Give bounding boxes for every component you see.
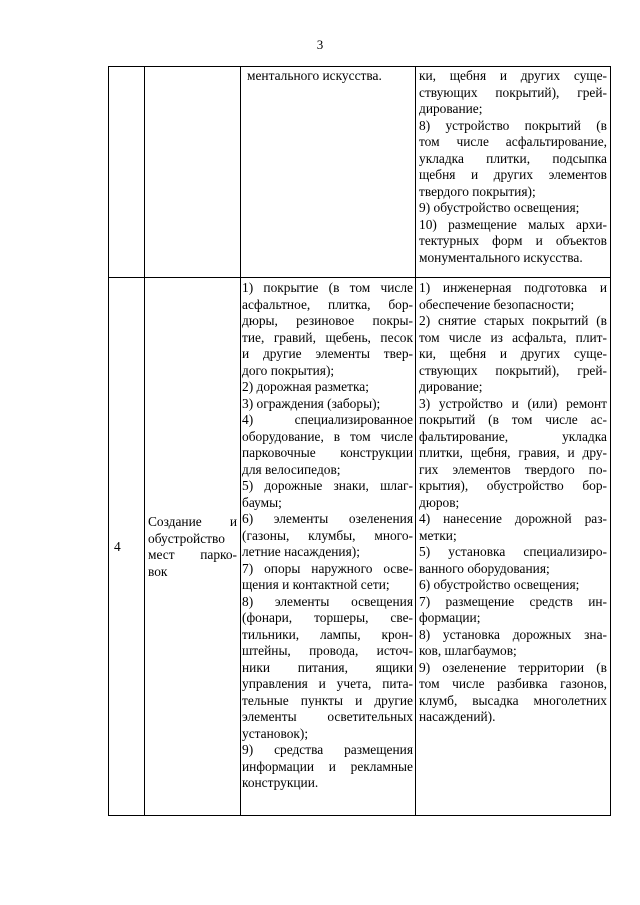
text-line: плитки, щебня, гравия, и дру- (419, 445, 607, 460)
text-line: Создание и (148, 514, 237, 529)
text-line: тектурных форм и объектов (419, 233, 607, 248)
continued-works-cell (419, 68, 607, 266)
works-table (108, 66, 611, 816)
text-line: 4) нанесение дорожной раз- (419, 511, 607, 526)
text-line: конструкции. (242, 775, 319, 790)
column-divider (415, 66, 416, 816)
text-line: ствующих покрытий), грей- (419, 84, 607, 100)
text-line: щения и контактной сети; (242, 577, 390, 592)
text-line: тельные пункты и другие (242, 692, 413, 708)
text-line: 3) устройство и (или) ремонт (419, 395, 607, 411)
table-border-right (610, 66, 611, 816)
text-line: (фонари, торшеры, све- (242, 610, 413, 625)
text-line: том числе разбивка газонов, (419, 676, 607, 691)
text-line: дюры, резиновое покры- (242, 313, 413, 328)
text-line: ментального искусства. (247, 68, 382, 83)
text-line: 10) размещение малых архи- (419, 216, 607, 232)
text-line: управления и учета, пита- (242, 676, 413, 691)
text-line: 8) элементы освещения (242, 593, 413, 609)
text-line: 9) озеленение территории (в (419, 659, 607, 675)
table-border-left (108, 66, 109, 816)
text-line: обустройство (148, 530, 225, 546)
column-divider (144, 66, 145, 816)
text-line: летние насаждения); (242, 544, 360, 559)
text-line: ков, шлагбаумов; (419, 643, 517, 658)
text-line: 4) специализированное (242, 412, 413, 427)
text-line: щебня и других элементов (419, 167, 607, 182)
text-line: 1) инженерная подготовка и (419, 280, 607, 295)
text-line: 5) установка специализиро- (419, 544, 607, 559)
text-line: асфальтное, плитка, бор- (242, 296, 413, 312)
text-line: 2) дорожная разметка; (242, 379, 369, 394)
text-line: метки; (419, 527, 457, 543)
text-line: мест парко- (148, 547, 237, 562)
text-line: ки, щебня и других суще- (419, 68, 607, 83)
text-line: дого покрытия); (242, 362, 335, 378)
text-line: тие, гравий, щебень, песок (242, 329, 413, 345)
text-line: оборудование, в том числе (242, 428, 413, 444)
text-line: элементы осветительных (242, 709, 413, 724)
text-line: формации; (419, 610, 481, 625)
text-line: гих элементов твердого по- (419, 461, 607, 477)
text-line: для велосипедов; (242, 461, 341, 477)
text-line: штейны, провода, источ- (242, 643, 413, 658)
text-line: дирование; (419, 379, 483, 394)
text-line: крытия), обустройство бор- (419, 478, 607, 493)
table-border-bottom (108, 815, 611, 816)
text-line: парковочные конструкции (242, 445, 413, 460)
text-line: 2) снятие старых покрытий (в (419, 313, 607, 328)
text-line: установок); (242, 725, 309, 741)
text-line: ники питания, ящики (242, 659, 413, 675)
text-line: фальтирование, укладка (419, 428, 607, 444)
text-line: 6) обустройство освещения; (419, 577, 580, 592)
text-line: 6) элементы озеленения (242, 511, 413, 526)
text-line: 7) размещение средств ин- (419, 593, 607, 609)
text-line: и другие элементы твер- (242, 346, 413, 361)
column-divider (240, 66, 241, 816)
text-line: 1) покрытие (в том числе (242, 280, 413, 295)
text-line: ванного оборудования; (419, 560, 550, 576)
text-line: дюров; (419, 494, 460, 510)
object-name-cell (148, 514, 237, 580)
text-line: информации и рекламные (242, 758, 413, 774)
text-line: вок (148, 563, 168, 579)
text-line: баумы; (242, 494, 282, 510)
table-border-top (108, 66, 611, 67)
text-line: укладка плитки, подсыпка (419, 150, 607, 166)
text-line: 8) установка дорожных зна- (419, 626, 607, 642)
row-number: 4 (114, 539, 121, 554)
text-line: монументального искусства. (419, 249, 583, 265)
text-line: 9) обустройство освещения; (419, 200, 580, 215)
elements-cell (242, 280, 413, 792)
text-line: 5) дорожные знаки, шлаг- (242, 478, 413, 493)
text-line: обеспечение безопасности; (419, 296, 575, 312)
text-line: клумб, высадка многолетних (419, 692, 607, 708)
text-line: ки, щебня и других суще- (419, 346, 607, 361)
text-line: 8) устройство покрытий (в (419, 117, 607, 133)
text-line: 9) средства размещения (242, 742, 413, 757)
text-line: покрытий (в том числе ас- (419, 412, 607, 427)
text-line: (газоны, клумбы, много- (242, 527, 413, 543)
page-number: 3 (316, 37, 324, 52)
text-line: насаждений). (419, 709, 496, 724)
text-line: ствующих покрытий), грей- (419, 362, 607, 378)
continued-elements-cell (247, 68, 411, 85)
text-line: 7) опоры наружного осве- (242, 560, 413, 576)
works-cell (419, 280, 607, 726)
text-line: твердого покрытия); (419, 183, 536, 199)
text-line: дирование; (419, 101, 483, 116)
text-line: тильники, лампы, крон- (242, 626, 413, 642)
text-line: том числе асфальтирование, (419, 134, 607, 149)
row-divider (108, 277, 611, 278)
text-line: том числе из асфальта, плит- (419, 329, 607, 345)
text-line: 3) ограждения (заборы); (242, 395, 381, 411)
